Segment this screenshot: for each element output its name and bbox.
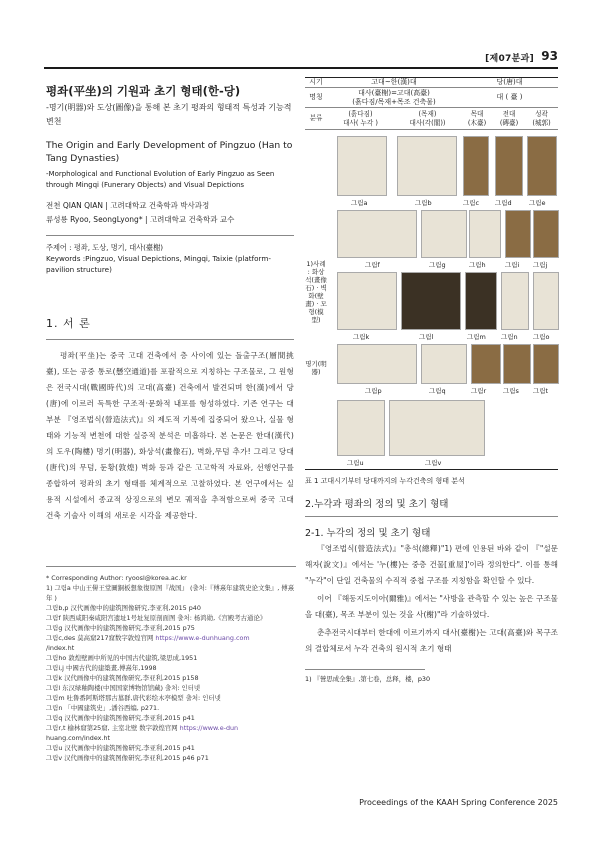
paper-subtitle-en: -Morphological and Functional Evolution of Early Pingzuo as Seen through Mingqi (Funerary Objects) and Visual Depictions: [46, 170, 275, 189]
figure-l: [401, 272, 461, 330]
reference-link[interactable]: https://www.e-dunhuang.com: [155, 634, 250, 642]
figure-label: 그림k: [353, 333, 370, 341]
figure-label: 그림c: [463, 199, 480, 207]
row-labels: [305, 130, 327, 469]
figure-n: [501, 272, 529, 330]
class-jeondae: 전대 (磚臺): [493, 108, 525, 130]
right-column: [305, 77, 558, 683]
keywords-en: Keywords :Pingzuo, Visual Depictions, Mingqi, Taixie (platform-pavilion structure): [46, 254, 271, 274]
figure-q: [421, 344, 467, 384]
reference-item: 그림g 汉代画像中的建筑图像研究,李亚利,2015 p75: [46, 624, 195, 632]
section2-para1: 『영조법식(營造法式)』"총석(總釋)"1) 편에 인용된 바와 같이 『"설문해자(說文)』에서는 '누(樓)는 중층 건물[重屋]'이라 정의한다". 이를 통해 "누각"이 단일 건축물의 수직적 중첩 구조를 지칭함을 확인할 수 있다.: [305, 544, 558, 585]
figure-c: [463, 136, 489, 196]
figure-label: 그림s: [503, 387, 519, 395]
figure-label: 그림h: [469, 261, 486, 269]
class-earth: (흙다짐) 대사( 누각 ): [327, 108, 394, 130]
reference-item: 그림i,j 中國古代的建築畫,傅熹年,1998: [46, 664, 157, 672]
figure-e: [527, 136, 557, 196]
figure-b: [397, 136, 457, 196]
reference-item: 그림l 东汉绿釉陶楼(中国国家博物馆馆藏) 출처: 인터넷: [46, 684, 201, 692]
author-1: 전천 QIAN QIAN | 고려대학교 건축학과 박사과정: [46, 201, 210, 210]
figure-u: [337, 400, 385, 456]
paper-subtitle-ko: -명기(明器)와 도상(圖像)을 통해 본 초기 평좌의 형태적 특성과 기능적 변천: [46, 103, 292, 126]
figure-label: 그림d: [495, 199, 512, 207]
figure-label: 그림r: [471, 387, 487, 395]
row-label-mingqi: 명기(明器): [305, 360, 327, 376]
table-col-header: 시기: [305, 78, 327, 88]
page-number: 93: [541, 49, 558, 63]
figure-a: [337, 136, 387, 196]
reference-item: 그림n 「中國建筑史」,潘谷西编, p271.: [46, 704, 160, 712]
figure-area: [329, 130, 558, 469]
footnote-rule: [305, 669, 425, 670]
section1-heading: 1. 서 론: [46, 317, 91, 330]
figure-label: 그림f: [365, 261, 380, 269]
figure-i: [505, 210, 531, 258]
paper-title-ko: 평좌(平坐)의 기원과 초기 형태(한-당): [46, 84, 241, 98]
section2-para2: 이어 『해동지도이아(爾雅)』에서는 "사방을 관측할 수 있는 높은 구조물을 대(臺), 목조 부분이 있는 것을 사(榭)"라 기술하였다.: [305, 594, 558, 619]
section2-1-heading: 2-1. 누각의 정의 및 초기 형태: [305, 528, 431, 539]
reference-link[interactable]: https://www.e-dun: [179, 724, 239, 732]
author-2: 류성룡 Ryoo, SeongLyong* | 고려대학교 건축학과 교수: [46, 215, 235, 224]
reference-link[interactable]: huang.com/index.ht: [46, 734, 111, 742]
divider: [46, 339, 294, 340]
figure-label: 그림t: [533, 387, 549, 395]
name-han-line1: 대사(臺榭)=고대(高臺): [358, 88, 430, 97]
reference-text: 그림r,t 榆林窟第25窟, 主室北壁 数字敦煌官网: [46, 724, 180, 732]
row-label-name: 명칭: [305, 88, 327, 108]
figure-k: [337, 272, 397, 330]
name-han: [327, 88, 461, 108]
figure-label: 그림e: [529, 199, 546, 207]
left-column: [46, 80, 294, 524]
figure-d: [495, 136, 523, 196]
figure-label: 그림p: [365, 387, 382, 395]
figure-label: 그림g: [429, 261, 446, 269]
figure-label: 그림a: [351, 199, 368, 207]
reference-text: 그림c,des 莫高窟217窟数字敦煌官网: [46, 634, 156, 642]
footer: Proceedings of the KAAH Spring Conference 2025: [359, 798, 558, 807]
figure-j: [533, 210, 559, 258]
figure-p: [337, 344, 417, 384]
figure-label: 그림q: [429, 387, 446, 395]
reference-item: 그림q 汉代画像中的建筑图像研究,李亚利,2015 p41: [46, 714, 195, 722]
figure-grid: [305, 130, 558, 470]
reference-item: 그림v 汉代画像中的建筑图像研究,李亚利,2015 p46 p71: [46, 754, 209, 762]
figure-h: [469, 210, 501, 258]
figure-label: 그림v: [425, 459, 442, 467]
figure-label: 그림u: [347, 459, 364, 467]
figure-label: 그림i: [505, 261, 520, 269]
reference-item: 그림ho 敦煌壁画中所见的中国古代建筑,梁思成,1951: [46, 654, 198, 662]
name-tang: 대 ( 臺 ): [461, 88, 558, 108]
figure-g: [421, 210, 467, 258]
reference-link[interactable]: /index.ht: [46, 644, 75, 652]
header-rule: [44, 67, 558, 69]
paper-title-en: The Origin and Early Development of Pingzuo (Han to Tang Dynasties): [46, 140, 293, 164]
figure-o: [533, 272, 559, 330]
figure-label: 그림b: [415, 199, 432, 207]
reference-item: * Corresponding Author: ryoosl@korea.ac.kr: [46, 574, 187, 582]
section1-body: 평좌(平坐)는 중국 고대 건축에서 층 사이에 있는 돌출구조(層間挑臺), 또는 공중 통로(懸空通道)를 포괄적으로 지칭하는 구조물로, 그 원형은 전국시대(戰國時代)의 고대(高臺) 건축에서 발견되며 한(漢)에서 당(唐)에 이르러 독특한 구조적·문화적 내포를 형성하였다. 기존 연구는 대부분 『영조법식(營造法式)』의 제도적 기록에 집중되어 왔으나, 실물 형태와 기능적 변천에 대한 실증적 분석은 미흡하다. 본 논문은 한대(漢代)의 도우(陶樓) 명기(明器), 화상석(畫像石), 벽화,무덤 추가! 그리고 당대(唐代)의 무덤, 둔황(敦煌) 벽화 등과 같은 고고학적 자료와, 선행연구를 종합하여 평좌의 초기 형태를 체계적으로 고찰하였다. 본 연구에서는 실용적 시설에서 종교적 상징으로의 변모 궤적을 추적함으로써 중국 고대 건축 기술사 이해의 새로운 시각을 제공한다.: [46, 351, 294, 520]
section-label: [제07분과]: [485, 54, 534, 64]
figure-f: [337, 210, 417, 258]
reference-item: 그림b,p 汉代画像中的建筑图像研究,李亚利,2015 p40: [46, 604, 201, 612]
row-label-class: 분류: [305, 108, 327, 130]
reference-item: 1) 그림a 中山王嚳王堂圖銅板想象復原图『战国』 (출처:『傅熹年建筑史论文集』, 傅熹年 ): [46, 584, 295, 602]
figure-label: 그림m: [467, 333, 486, 341]
divider: [46, 566, 296, 567]
divider: [46, 235, 294, 236]
period-han: 고대~한(漢)대: [327, 78, 461, 88]
references: [46, 566, 296, 763]
figure-t: [533, 344, 559, 384]
name-han-line2: (흙다짐/목재+목조 건축물): [352, 97, 436, 106]
figure-label: 그림o: [533, 333, 550, 341]
table-caption: 표 1 고대시기부터 당대까지의 누각건축의 형태 분석: [305, 477, 465, 485]
class-castle: 성곽 (城郭): [525, 108, 558, 130]
reference-item: [46, 723, 296, 733]
figure-v: [389, 400, 485, 456]
figure-m: [465, 272, 497, 330]
reference-item: [46, 633, 296, 643]
keywords-ko: 주제어 : 평좌, 도상, 명기, 대사(臺榭): [46, 243, 164, 252]
class-wood: (목재) 대사(각(閣)): [394, 108, 461, 130]
reference-item: 그림f 陕西咸阳秦咸阳宫遗址1号址复原剖面图 출처: 杨鸿勋,《宫殿考古通论》: [46, 614, 267, 622]
reference-item: 그림m 吐鲁番阿斯塔那古墓群,唐代彩绘木亭模型 출처: 인터넷: [46, 694, 221, 702]
figure-s: [503, 344, 531, 384]
figure-label: 그림j: [533, 261, 548, 269]
section2-heading: 2.누각과 평좌의 정의 및 초기 형태: [305, 496, 558, 517]
class-mudae: 목대 (木臺): [461, 108, 493, 130]
reference-item: 그림k 汉代画像中的建筑图像研究,李亚利,2015 p158: [46, 674, 199, 682]
analysis-table: [305, 77, 558, 470]
period-tang: 당(唐)대: [461, 78, 558, 88]
row-label-cases: 1)사례 : 화상석(畫像石) · 벽화(壁畫) · 모형(模型): [305, 260, 327, 324]
reference-item: 그림u 汉代画像中的建筑图像研究,李亚利,2015 p41: [46, 744, 195, 752]
figure-r: [471, 344, 501, 384]
section2-para3: 춘추전국시대부터 한대에 이르기까지 대사(臺榭)는 고대(高臺)와 목구조의 결합체로서 누각 건축의 원시적 초기 형태: [305, 628, 558, 653]
footnote: 1) 『營思成全集』,第七卷，总释，楼，p30: [305, 675, 431, 683]
figure-label: 그림l: [419, 333, 434, 341]
figure-label: 그림n: [501, 333, 518, 341]
